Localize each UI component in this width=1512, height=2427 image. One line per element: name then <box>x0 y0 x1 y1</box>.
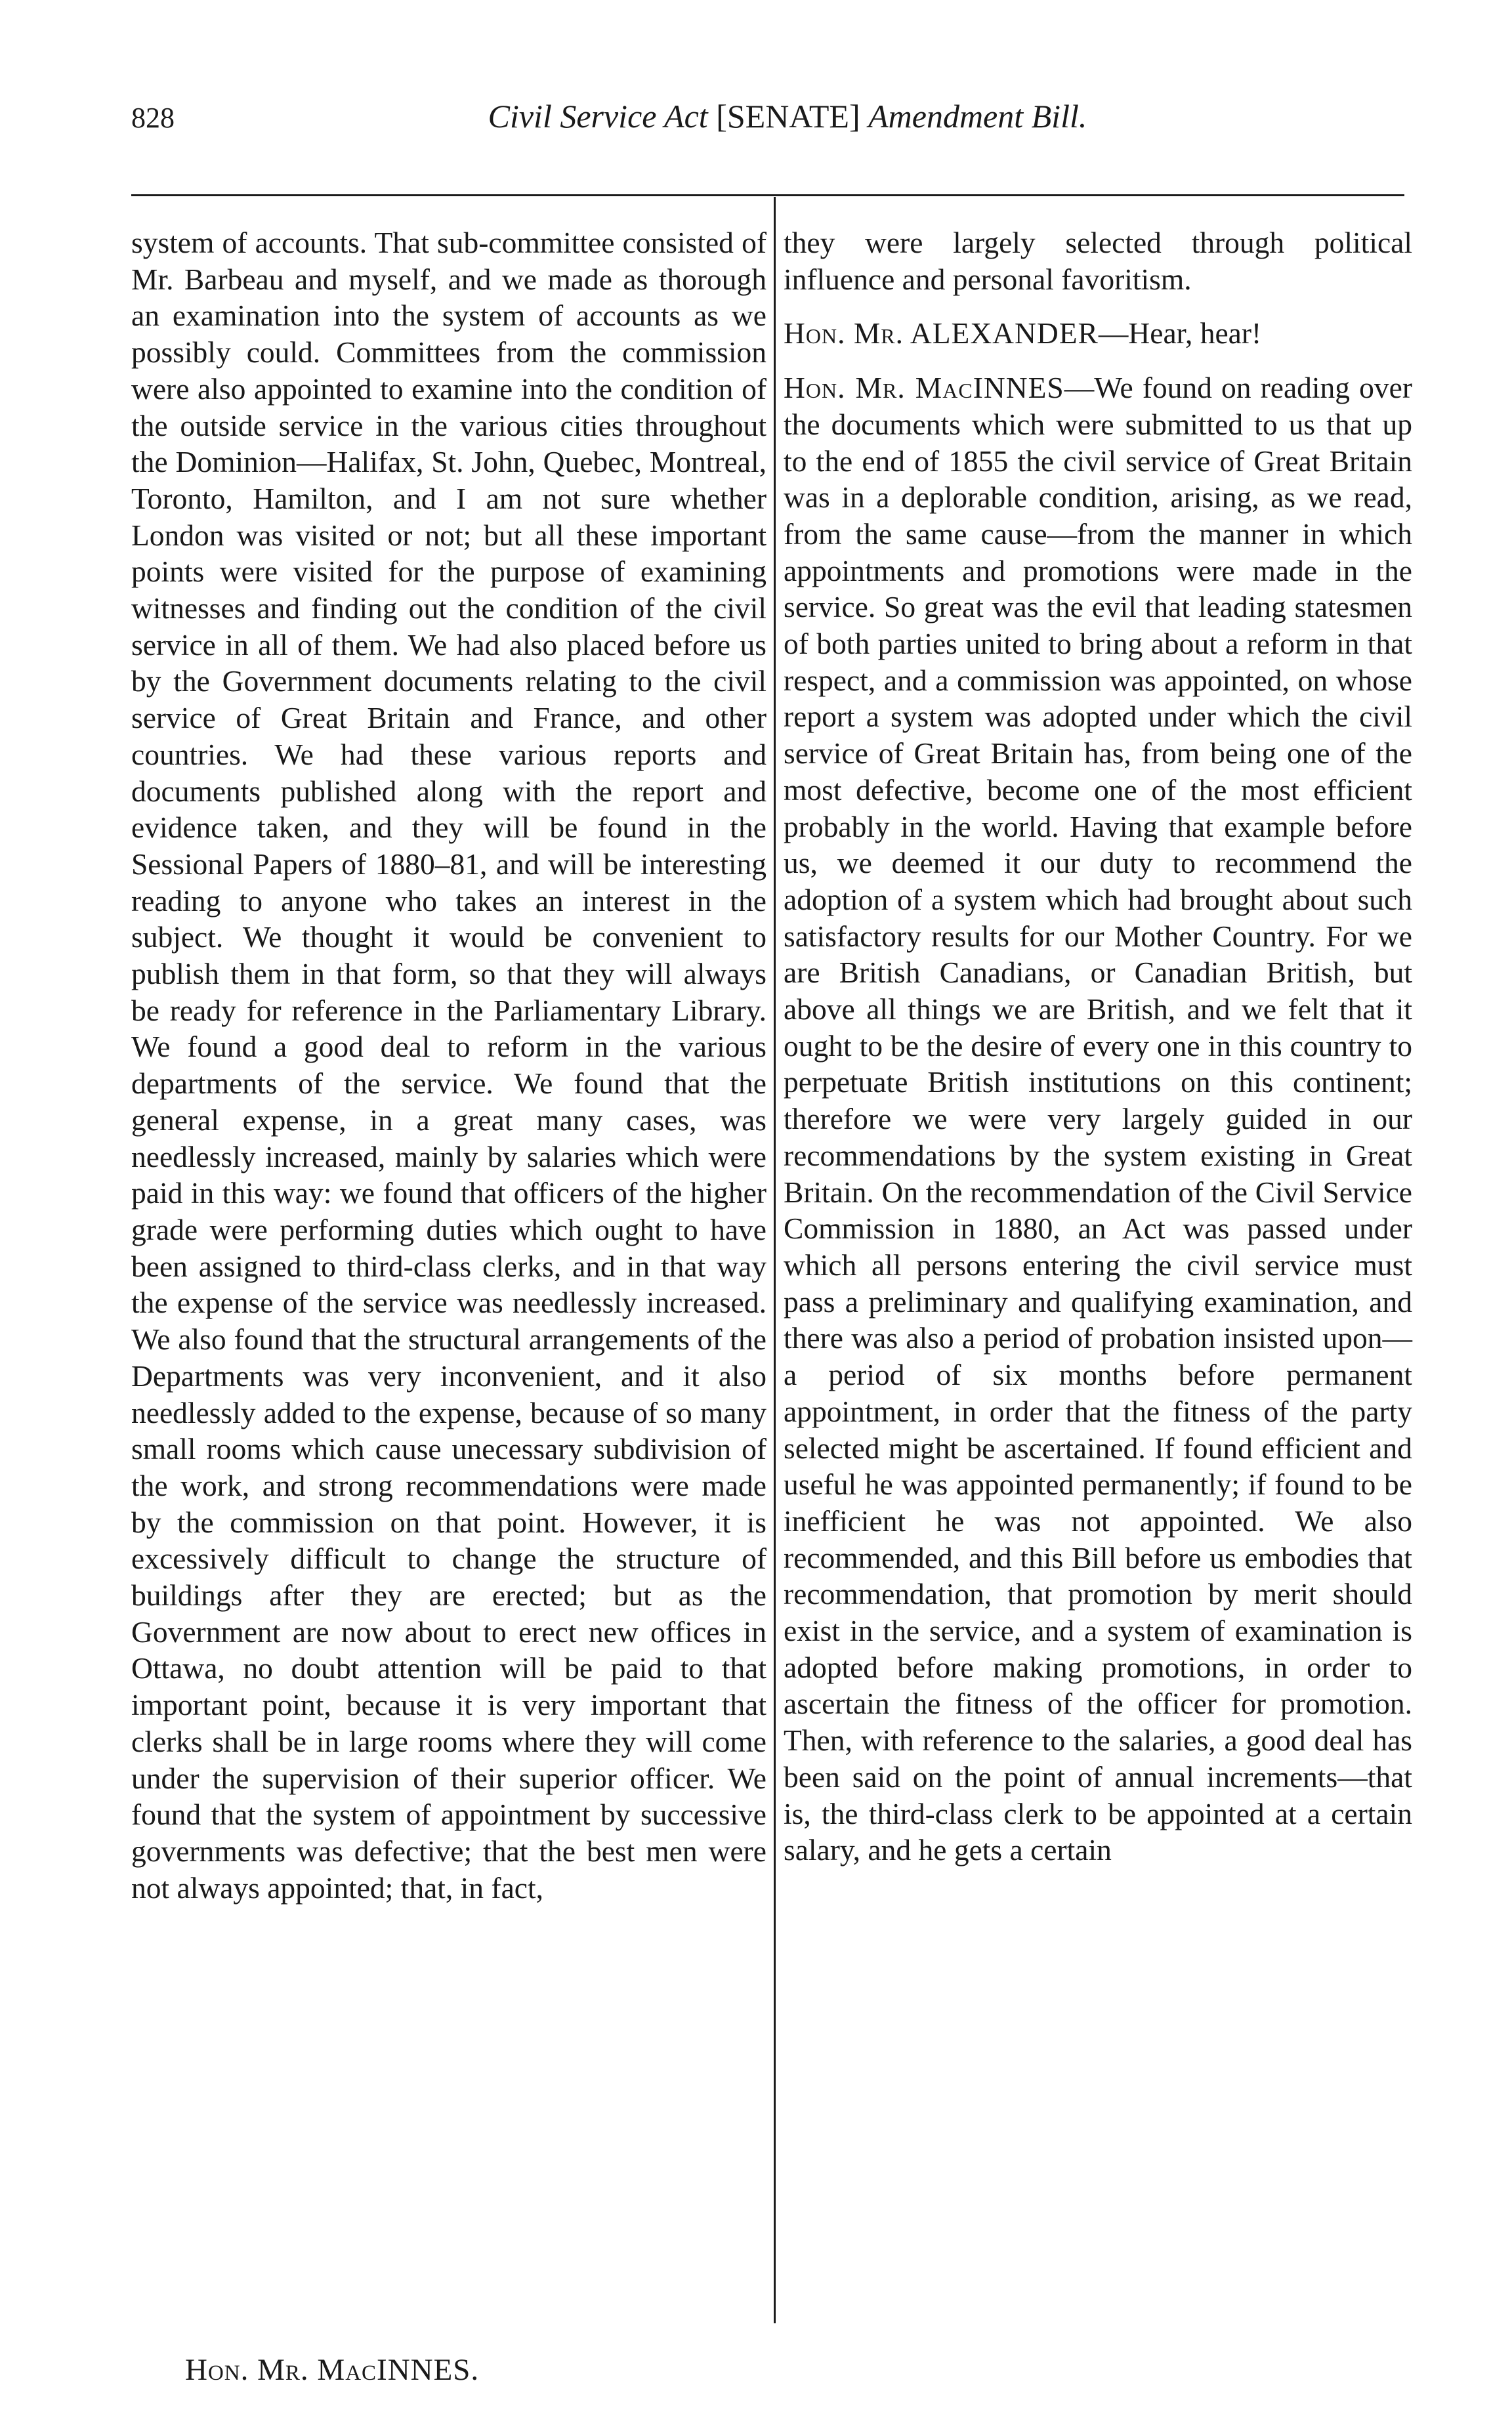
page-number: 828 <box>131 102 175 134</box>
right-paragraph-1: they were largely selected through political influence and personal favoritism. <box>784 226 1412 296</box>
right-column <box>784 224 1412 1886</box>
left-paragraph-1: system of accounts. That sub-committee consisted of Mr. Barbeau and myself, and we made as thorough an examination into the system of accounts as we possibly could. Committees from the commission were also appointed to examine into the condition of the outside service in the various cities throughout the Dominion—Halifax, St. John, Quebec, Montreal, Toronto, Hamilton, and I am not sure whether London was visited or not; but all these important points were visited for the purpose of examining witnesses and finding out the condition of the civil service in all of them. We had also placed before us by the Government documents relating to the civil service of Great Britain and France, and other countries. We had these various reports and documents published along with the report and evidence taken, and they will be found in the Sessional Papers of 1880–81, and will be interesting reading to anyone who takes an interest in the subject. We thought it would be convenient to publish them in that form, so that they will always be ready for reference in the Parliamentary Library. We found a good deal to reform in the various departments of the service. We found that the general expense, in a great many cases, was needlessly increased, mainly by salaries which were paid in this way: we found that officers of the higher grade were performing duties which ought to have been assigned to third-class clerks, and in that way the expense of the service was needlessly increased. We also found that the structural arrangements of the Departments was very inconvenient, and it also needlessly added to the expense, because of so many small rooms which cause unecessary subdivision of the work, and strong recommendations were made by the commission on that point. However, it is excessively difficult to change the structure of buildings after they are erected; but as the Government are now about to erect new offices in Ottawa, no doubt attention will be paid to that important point, because it is very important that clerks shall be in large rooms where they will come under the supervision of their superior officer. We found that the system of appointment by successive governments was defective; that the best men were not always appointed; that, in fact, <box>131 226 766 1905</box>
right-paragraph-3 <box>784 369 1412 1868</box>
running-head-title-1: Civil Service Act <box>488 98 708 135</box>
speaker-name: Hon. Mr. ALEXANDER <box>784 316 1099 350</box>
speech-text: —Hear, hear! <box>1098 316 1262 350</box>
speech-text: —We found on reading over the documents which were submitted to us that up to the end of 1855 the civil service of Great Britain was in a deplorable condition, arising, as we read, from the same cause—from the manner in which appointments and promotions were made in the service. So great was the evil that leading statesmen of both parties united to bring about a reform in that respect, and a commission was appointed, on whose report a system was adopted under which the civil service of Great Britain has, from being one of the most defective, become one of the most efficient probably in the world. Having that example before us, we deemed it our duty to recommend the adoption of a system which had brought about such satisfactory results for our Mother Country. For we are British Canadians, or Canadian British, but above all things we are British, and we felt that it ought to be the desire of every one in this country to perpetuate British institutions on this continent; therefore we were very largely guided in our recommendations by the system existing in Great Britain. On the recommendation of the Civil Service Commission in 1880, an Act was passed under which all persons entering the civil service must pass a preliminary and qualifying examination, and there was also a period of probation insisted upon—a period of six months before permanent appointment, in order that the fitness of the party selected might be ascertained. If found efficient and useful he was appointed permanently; if found to be inefficient he was not appointed. We also recommended, and this Bill before us embodies that recommendation, that promotion by merit should exist in the service, and a system of examination is adopted before making promotions, in order to ascertain the fitness of the officer for promotion. Then, with reference to the salaries, a good deal has been said on the point of annual increments—that is, the third-class clerk to be appointed at a certain salary, and he gets a certain <box>784 371 1412 1867</box>
page-footer-speaker: Hon. Mr. MacINNES. <box>185 2353 480 2387</box>
page-header <box>131 97 1404 150</box>
running-head-house: [SENATE] <box>716 98 860 135</box>
header-rule <box>131 194 1404 196</box>
left-column <box>131 224 766 1906</box>
column-divider <box>774 197 776 2323</box>
running-head-title-2: Amendment Bill. <box>868 98 1087 135</box>
right-paragraph-2 <box>784 315 1412 352</box>
speaker-name: Hon. Mr. MacINNES <box>784 371 1064 405</box>
running-head <box>249 97 1404 135</box>
